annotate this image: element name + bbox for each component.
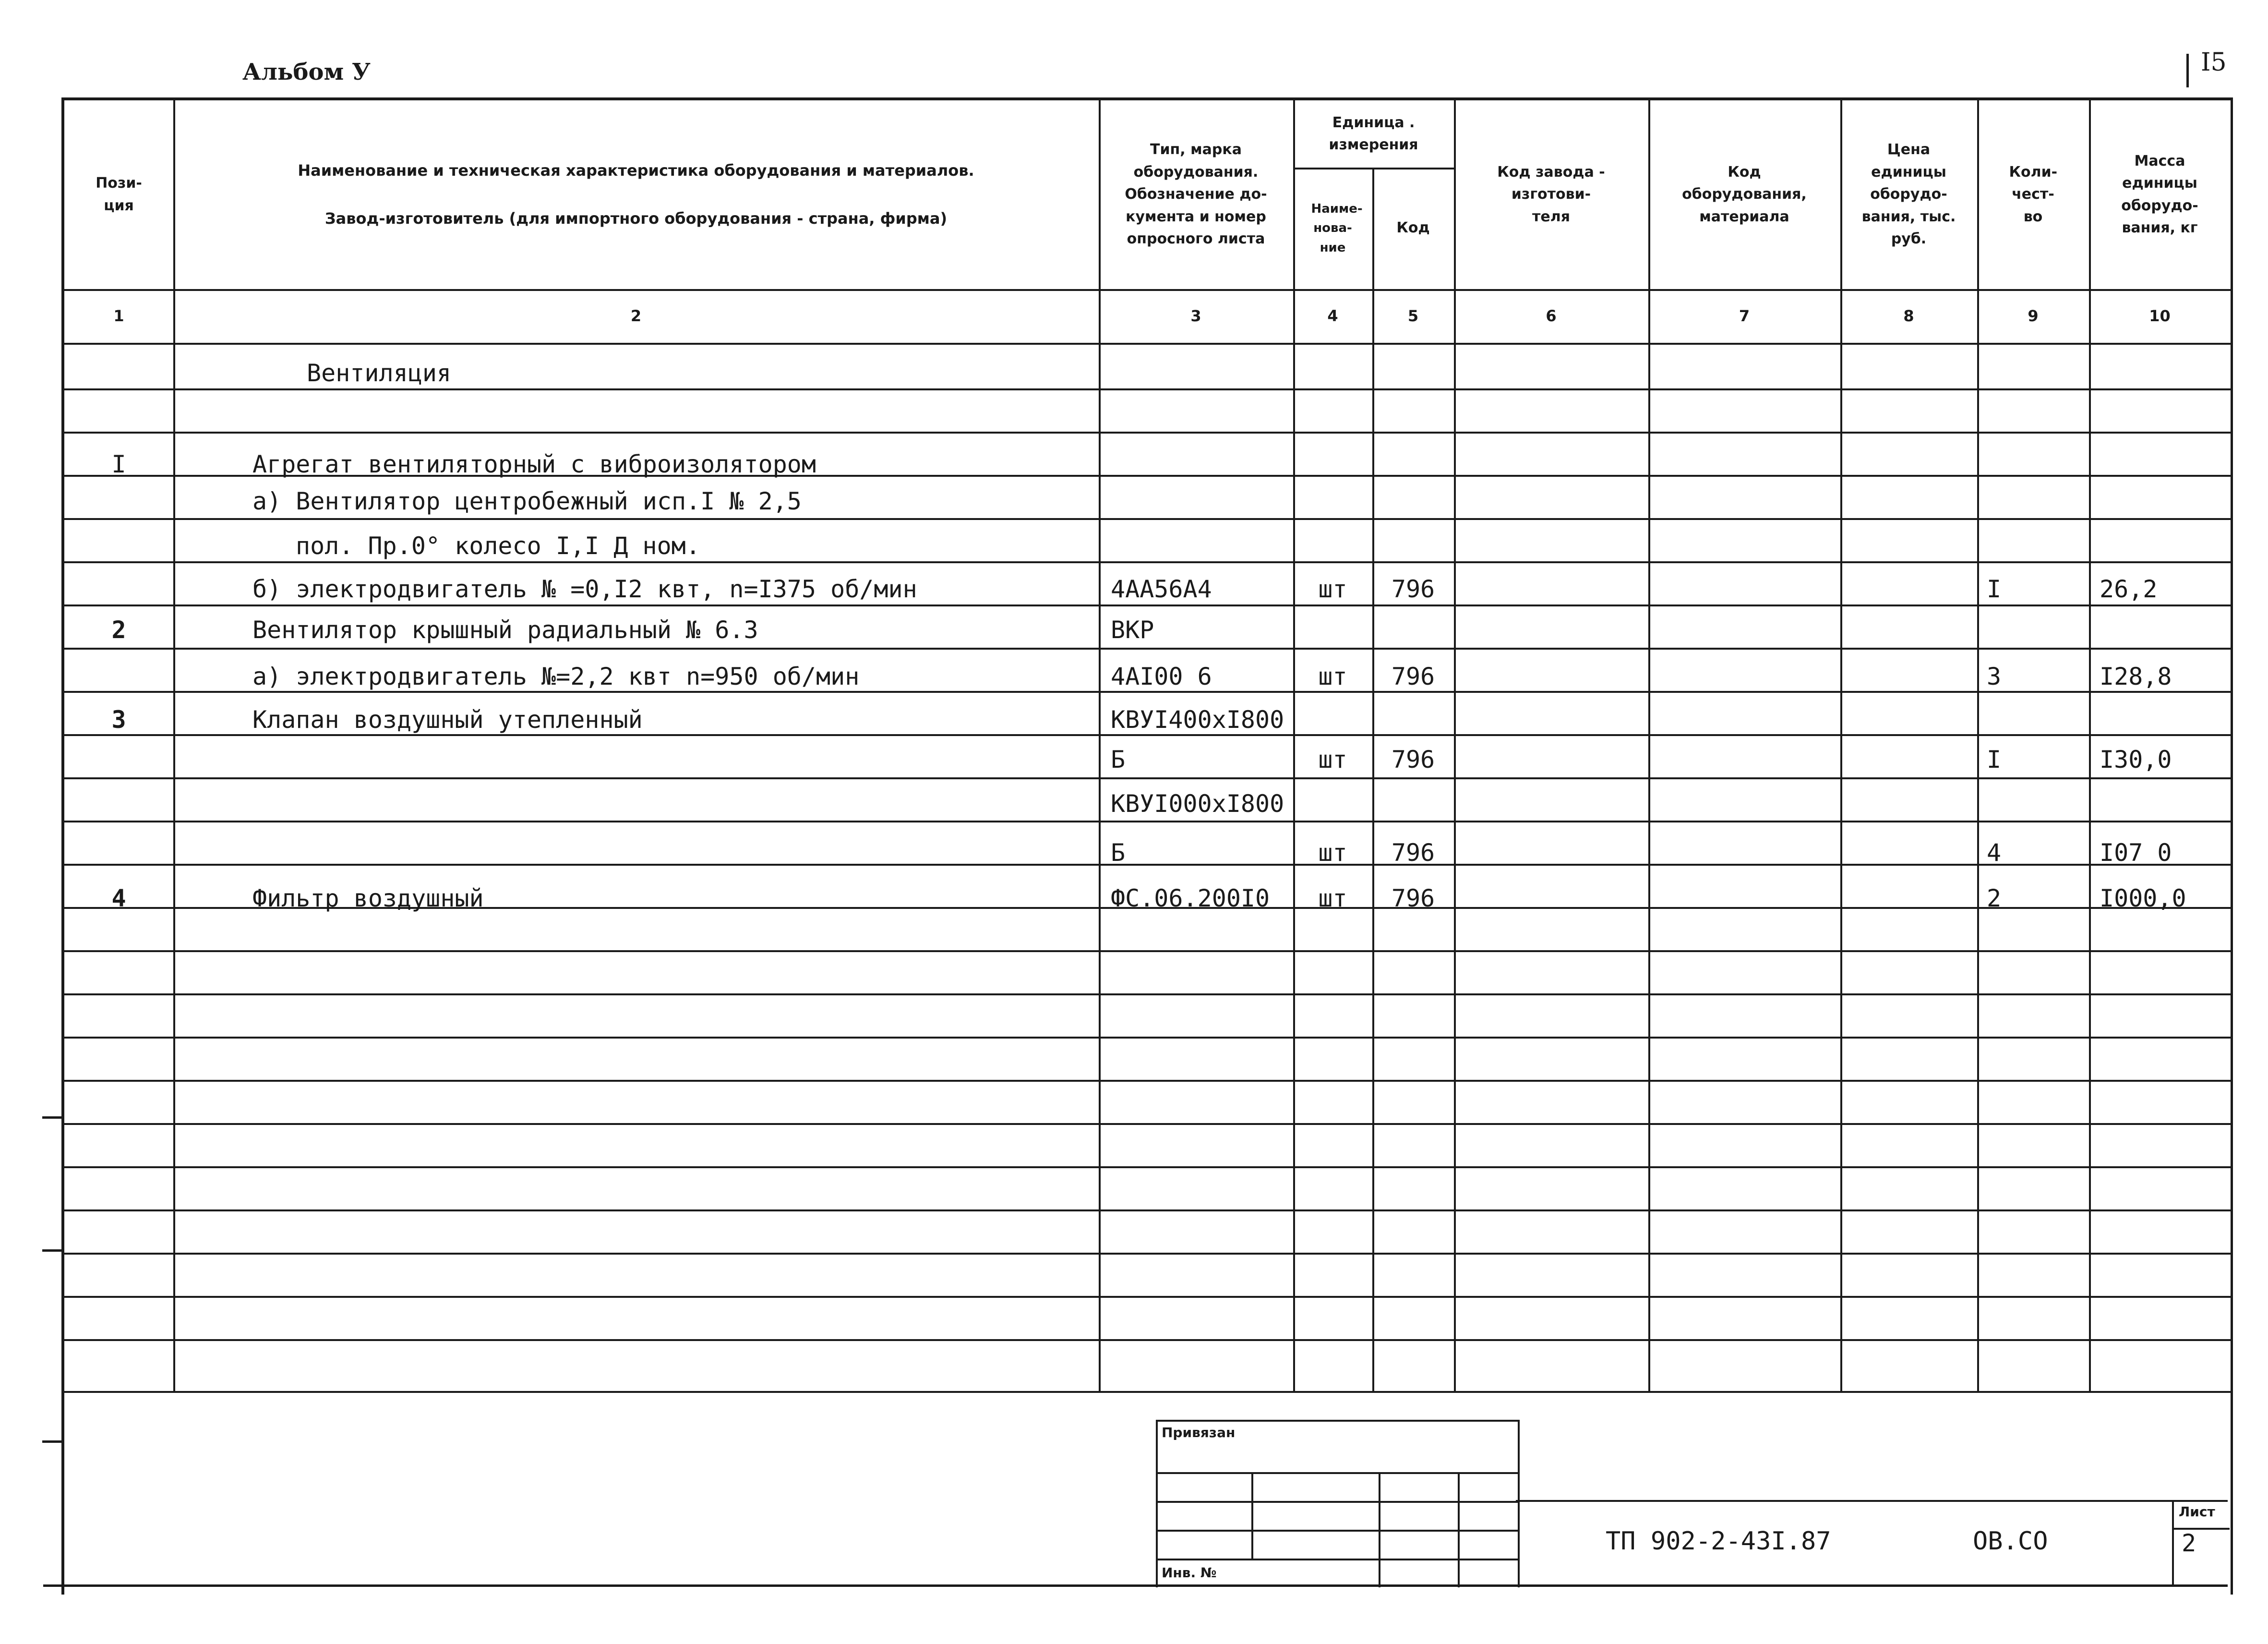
document-code: ТП 902-2-43I.87 — [1606, 1527, 1831, 1556]
item-position: 2 — [111, 616, 126, 644]
item-mass: I07 0 — [2100, 839, 2172, 867]
row-rule — [64, 864, 2231, 866]
item-position: 4 — [111, 884, 126, 912]
header-unit-group: Единица . измерения — [1329, 114, 1418, 153]
row-rule — [64, 1253, 2231, 1255]
item-name: Агрегат вентиляторный с виброизолятором — [252, 450, 816, 478]
item-type: 4АI00 6 — [1111, 663, 1212, 690]
column-number: 8 — [1903, 307, 1914, 325]
margin-tick — [42, 1440, 64, 1443]
column-number: 7 — [1739, 307, 1750, 325]
sheet-label: Лист — [2179, 1504, 2215, 1520]
section-code: ОВ.СО — [1973, 1527, 2048, 1556]
item-name: б) электродвигатель № =0,I2 квт, n=I375 об/мин — [252, 575, 917, 603]
header-unit-code: Код — [1396, 219, 1430, 237]
item-unit: шт — [1318, 746, 1347, 774]
item-type: КВУI000хI800 — [1111, 790, 1284, 818]
column-number: 4 — [1327, 307, 1338, 325]
item-type: КВУI400хI800 — [1111, 706, 1284, 734]
sheet-box — [2172, 1500, 2230, 1585]
header-type: Тип, марка оборудования. Обозначение до- кумента и номер опросного листа — [1125, 141, 1267, 248]
header-position: Пози- ция — [96, 175, 142, 214]
column-number: 2 — [630, 307, 642, 325]
page-number-bar — [2186, 54, 2189, 87]
header-manufacturer-code: Код завода - изготови- теля — [1497, 163, 1605, 225]
stamp-divider — [1251, 1472, 1253, 1559]
col-border-4 — [1372, 168, 1374, 1392]
binding-stamp — [1156, 1420, 1520, 1587]
item-quantity: 2 — [1987, 884, 2002, 912]
sheet-bottom-rule — [43, 1584, 2228, 1587]
item-type: Б — [1111, 746, 1126, 774]
stamp-rule — [1158, 1530, 1518, 1532]
item-position: I — [111, 450, 126, 478]
album-label: Альбом У — [242, 59, 371, 85]
header-unit-mass: Масса единицы оборудо- вания, кг — [2121, 152, 2198, 236]
item-name: Вентилятор крышный радиальный № 6.3 — [252, 616, 758, 644]
item-mass: I30,0 — [2100, 746, 2172, 774]
item-type: ВКР — [1111, 616, 1154, 644]
item-unit-code: 796 — [1391, 884, 1435, 912]
item-unit: шт — [1318, 839, 1347, 867]
item-quantity: I — [1987, 575, 2002, 603]
column-number: 10 — [2149, 307, 2171, 325]
bound-label: Привязан — [1162, 1425, 1236, 1440]
row-rule — [64, 993, 2231, 995]
margin-tick — [42, 1249, 64, 1252]
page-number: I5 — [2201, 48, 2227, 77]
row-rule — [64, 1037, 2231, 1039]
item-quantity: 4 — [1987, 839, 2002, 867]
item-mass: 26,2 — [2100, 575, 2158, 603]
item-unit: шт — [1318, 884, 1347, 912]
item-unit-code: 796 — [1391, 746, 1435, 774]
row-rule — [64, 1209, 2231, 1211]
item-name: а) Вентилятор центробежный исп.I № 2,5 — [252, 487, 802, 515]
stamp-divider — [1379, 1472, 1380, 1587]
column-number: 9 — [2028, 307, 2039, 325]
header-unit-name: Наиме- нова- ние — [1311, 202, 1363, 255]
item-unit: шт — [1318, 663, 1347, 690]
column-number: 5 — [1407, 307, 1419, 325]
sheet-number: 2 — [2182, 1529, 2196, 1557]
stamp-rule — [1158, 1559, 1518, 1560]
item-mass: I000,0 — [2100, 884, 2186, 912]
column-number: 1 — [113, 307, 124, 325]
item-name: пол. Пр.0° колесо I,I Д ном. — [296, 532, 700, 560]
header-equipment-code: Код оборудования, материала — [1682, 163, 1807, 225]
header-name: Наименование и техническая характеристика оборудования и материалов. Завод-изготовитель (для импортного оборудования - страна, фирма) — [298, 161, 974, 228]
title-block-rule — [1516, 1500, 2228, 1502]
stamp-divider — [1458, 1472, 1460, 1587]
stamp-rule — [1158, 1501, 1518, 1503]
row-rule — [64, 432, 2231, 434]
row-rule — [64, 1123, 2231, 1125]
item-name: а) электродвигатель №=2,2 квт n=950 об/мин — [252, 663, 860, 690]
item-mass: I28,8 — [2100, 663, 2172, 690]
item-name: Фильтр воздушный — [252, 884, 484, 912]
specification-sheet — [61, 97, 2233, 1595]
table-bottom-rule — [64, 1391, 2231, 1393]
row-rule — [64, 1166, 2231, 1168]
row-rule — [64, 1296, 2231, 1298]
item-unit-code: 796 — [1391, 839, 1435, 867]
row-rule — [64, 777, 2231, 779]
item-name: Клапан воздушный утепленный — [252, 706, 643, 734]
item-name: Вентиляция — [307, 359, 452, 387]
row-rule — [64, 1339, 2231, 1341]
stamp-rule — [1158, 1472, 1518, 1474]
item-unit: шт — [1318, 575, 1347, 603]
header-quantity: Коли- чест- во — [2009, 163, 2058, 225]
inv-label: Инв. № — [1162, 1565, 1217, 1581]
item-type: 4АА56А4 — [1111, 575, 1212, 603]
item-quantity: I — [1987, 746, 2002, 774]
column-number: 3 — [1190, 307, 1201, 325]
item-unit-code: 796 — [1391, 663, 1435, 690]
row-rule — [64, 950, 2231, 952]
header-unit-price: Цена единицы оборудо- вания, тыс. руб. — [1861, 141, 1956, 248]
item-type: Б — [1111, 839, 1126, 867]
column-number: 6 — [1546, 307, 1557, 325]
colnum-bottom-rule — [64, 343, 2231, 345]
item-position: 3 — [111, 706, 126, 734]
item-unit-code: 796 — [1391, 575, 1435, 603]
row-rule — [64, 1080, 2231, 1082]
item-type: ФС.06.200I0 — [1111, 884, 1270, 912]
item-quantity: 3 — [1987, 663, 2002, 690]
margin-tick — [42, 1116, 64, 1119]
